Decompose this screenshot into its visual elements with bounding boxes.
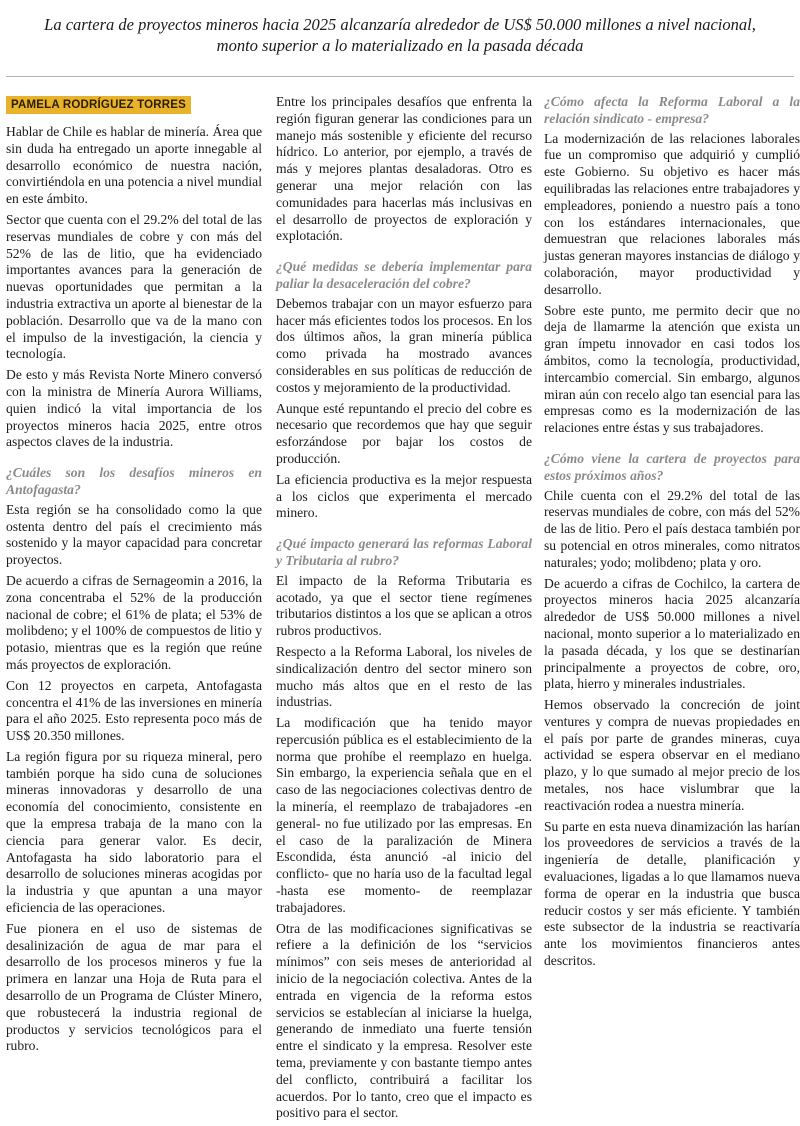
question-heading-cobre: ¿Qué medidas se debería implementar para paliar la desaceleración del cobre? [276, 259, 532, 291]
body-paragraph: De acuerdo a cifras de Sernageomin a 2016, la zona concentraba el 52% de la producción nacional de cobre; el 61% de plata; el 53% de molibdeno; y el 100% de compuestos de litio y potasio, mientras que es la región que reúne más proyectos de exploración. [6, 572, 262, 672]
article-column-3 [544, 94, 800, 974]
body-paragraph: Entre los principales desafíos que enfrenta la región figuran generar las condiciones para un manejo más sostenible y eficiente del recurso hídrico. Lo anterior, por ejemplo, a través de más y mejores plantas desaladoras. Otro es generar una mejor relación con las comunidades para hacerlas más inclusivas en el desarrollo de proyectos de exploración y explotación. [276, 94, 532, 244]
body-paragraph: La modernización de las relaciones laborales fue un compromiso que adquirió y cumplió este Gobierno. Su objetivo es hacer más equilibradas las relaciones entre trabajadores y empleadores, poniendo a nuestro país a tono con los estándares internacionales, que demuestran que relaciones laborales más justas generan mayores instancias de diálogo y colaboración, mayor productividad y desarrollo. [544, 130, 800, 297]
body-paragraph: Su parte en esta nueva dinamización las harían los proveedores de servicios a través de la ingeniería de detalle, planificación y evaluaciones, ligadas a lo que llamamos nueva forma de operar en la industria que busca reducir costos y ser más eficiente. Y también este subsector de la industria se reactivaría ante los movimientos financieros antes descritos. [544, 818, 800, 969]
body-paragraph: Esta región se ha consolidado como la que ostenta dentro del país el crecimiento más sostenido y la mayor capacidad para concretar proyectos. [6, 501, 262, 568]
body-paragraph: Chile cuenta con el 29.2% del total de las reservas mundiales de cobre, con más del 52% de las de litio. Pero el país destaca también por su potencial en otros minerales, como nitratos naturales; yodo; molibdeno; plata y oro. [544, 487, 800, 570]
body-paragraph: La región figura por su riqueza mineral, pero también porque ha sido cuna de soluciones mineras innovadoras y desarrollo de una economía del conocimiento, consistente en que la empresa trabaja de la mano con la ciencia para generar valor. Es decir, Antofagasta ha sido laboratorio para el desarrollo de soluciones mineras acogidas por la industria y que apuntan a una mayor eficiencia de las operaciones. [6, 748, 262, 916]
intro-paragraph-3: De esto y más Revista Norte Minero conversó con la ministra de Minería Aurora Williams, quien indicó la vital importancia de los proyectos mineros hacia 2025, entre otros aspectos claves de la industria. [6, 367, 262, 450]
intro-paragraph-1: Hablar de Chile es hablar de minería. Área que sin duda ha entregado un aporte innegable al desarrollo económico de nuestra nación, convirtiéndola en una potencia a nivel mundial en este ámbito. [6, 124, 262, 207]
body-paragraph: Respecto a la Reforma Laboral, los niveles de sindicalización dentro del sector minero son mucho más altos que en el resto de las industrias. [276, 643, 532, 710]
article-column-2 [276, 94, 532, 1126]
author-byline: PAMELA RODRÍGUEZ TORRES [6, 96, 191, 114]
question-heading-sindicato: ¿Cómo afecta la Reforma Laboral a la relación sindicato - empresa? [544, 94, 800, 126]
body-paragraph: Debemos trabajar con un mayor esfuerzo para hacer más eficientes todos los procesos. En los dos últimos años, la gran minería pública como privada ha mostrado avances considerables en sus políticas de reducción de costos y mejoramiento de la productividad. [276, 295, 532, 395]
body-paragraph: La modificación que ha tenido mayor repercusión pública es el establecimiento de la norma que prohíbe el reemplazo en huelga. Sin embargo, la experiencia señala que en el caso de las negociaciones colectivas dentro de la minería, el reemplazo de trabajadores -en general- no fue utilizado por las empresas. En el caso de la paralización de Minera Escondida, ésta anunció -al inicio del conflicto- que no haría uso de la facultad legal -hasta ese momento- de reemplazar trabajadores. [276, 715, 532, 915]
body-paragraph: Hemos observado la concreción de joint ventures y compra de nuevas propiedades en el país por parte de grandes mineras, cuya actividad se espera observar en el mediano plazo, y lo que sumado al mejor precio de los metales, nos hace vislumbrar que la reactivación rodea a nuestra minería. [544, 697, 800, 813]
subtitle-line-1: La cartera de proyectos mineros hacia 2025 alcanzaría alrededor de US$ 50.000 millones a nivel nacional, [44, 15, 756, 34]
body-paragraph: El impacto de la Reforma Tributaria es acotado, ya que el sector tiene regímenes tributarios distintos a los que se aplican a otros rubros productivos. [276, 572, 532, 639]
body-paragraph: Aunque esté repuntando el precio del cobre es necesario que recordemos que hay que seguir esforzándose por bajar los costos de producción. [276, 400, 532, 466]
header-divider [6, 76, 794, 77]
body-paragraph: La eficiencia productiva es la mejor respuesta a los ciclos que experimenta el mercado minero. [276, 471, 532, 521]
intro-paragraph-2: Sector que cuenta con el 29.2% del total de las reservas mundiales de cobre y con más del 52% de las de litio, que ha evidenciado importantes avances para la generación de nuevas oportunidades que permitan a la industria extractiva un aporte al bienestar de la población. Desarrollo que va de la mano con el impulso de la investigación, la ciencia y tecnología. [6, 211, 262, 362]
body-paragraph: Otra de las modificaciones significativas se refiere a la definición de los “servicios mínimos” con seis meses de anterioridad al inicio de la negociación colectiva. Antes de la entrada en vigencia de la reforma estos servicios se establecían al iniciarse la huelga, generando de inmediato una fuerte tensión entre el sindicato y la empresa. Resolver este tema, previamente y con bastante tiempo antes del conflicto, contribuirá a facilitar los acuerdos. Por lo tanto, creo que el impacto es positivo para el sector. [276, 920, 532, 1121]
question-heading-antofagasta: ¿Cuáles son los desafíos mineros en Antofagasta? [6, 465, 262, 497]
body-paragraph: Sobre este punto, me permito decir que no deja de llamarme la atención que exista un gran ímpetu innovador en casi todos los ámbitos, como la tecnología, productividad, intercambio comercial. Sin embargo, algunos miran aún con recelo algo tan esencial para las empresas como es la modernización de las relaciones entre éstas y sus trabajadores. [544, 302, 800, 436]
article-column-1 [6, 94, 262, 1059]
question-heading-reformas: ¿Qué impacto generará las reformas Laboral y Tributaria al rubro? [276, 536, 532, 568]
body-paragraph: Con 12 proyectos en carpeta, Antofagasta concentra el 41% de las inversiones en minería para el año 2025. Esto representa poco más de US$ 20.350 millones. [6, 677, 262, 744]
subtitle-line-2: monto superior a lo materializado en la pasada década [216, 36, 584, 55]
body-paragraph: Fue pionera en el uso de sistemas de desalinización de agua de mar para el desarrollo de los procesos mineros y fue la primera en lanzar una Hoja de Ruta para el desarrollo de un Programa de Clúster Minero, que robustecerá la industria regional de productos y servicios tecnológicos para el rubro. [6, 920, 262, 1054]
article-subtitle [14, 14, 786, 56]
body-paragraph: De acuerdo a cifras de Cochilco, la cartera de proyectos mineros hacia 2025 alcanzaría alrededor de US$ 50.000 millones a nivel nacional, monto superior a lo materializado en la pasada década, y los que se destinarían principalmente a proyectos de cobre, oro, plata, hierro y minerales industriales. [544, 575, 800, 692]
question-heading-cartera: ¿Cómo viene la cartera de proyectos para estos próximos años? [544, 450, 800, 483]
